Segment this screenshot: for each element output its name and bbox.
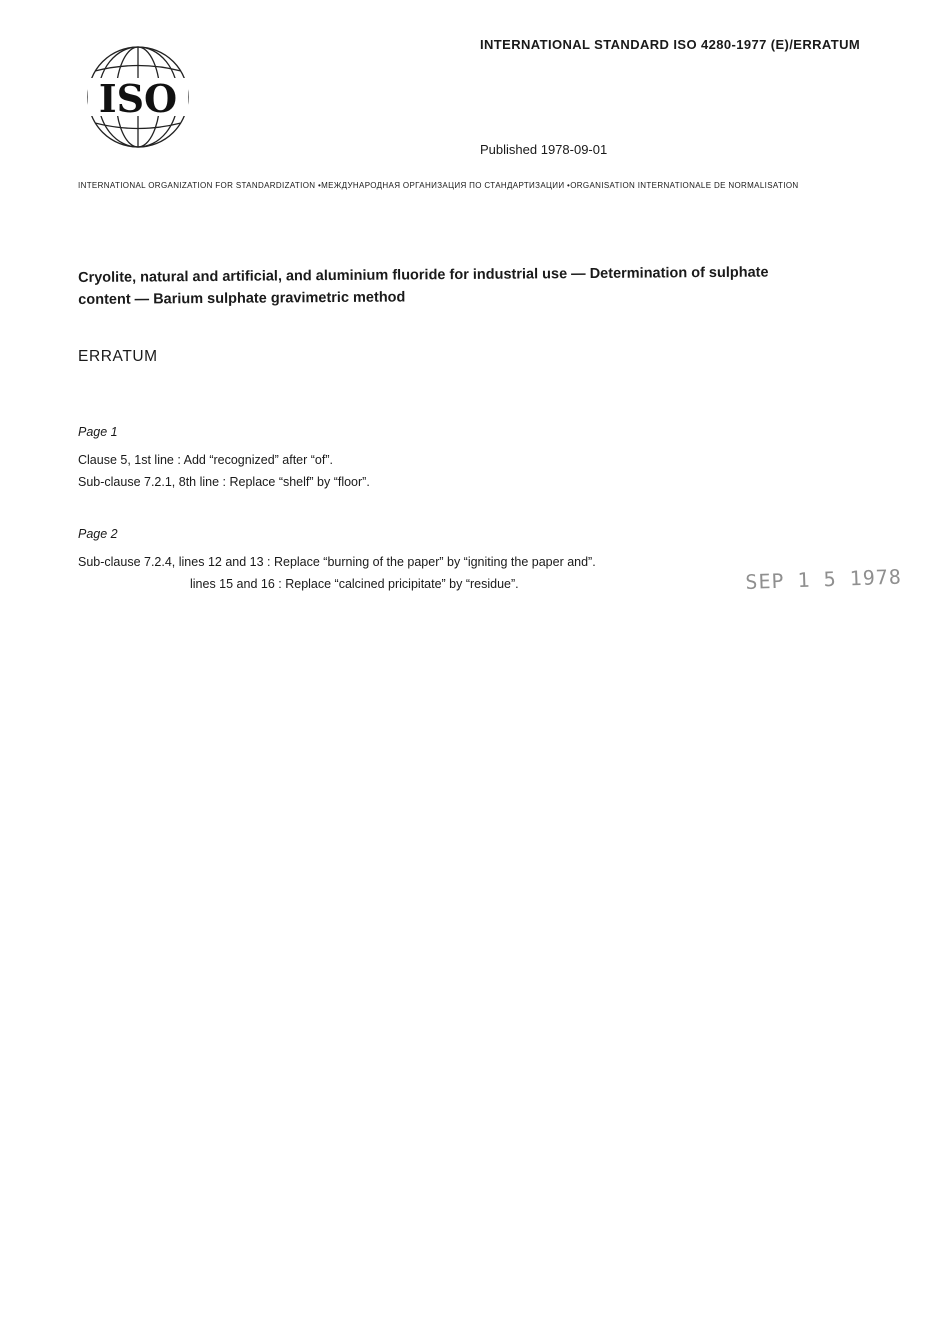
erratum-heading: ERRATUM [78,348,158,365]
date-stamp: SEP 1 5 1978 [745,564,903,594]
logo-text: ISO [98,76,178,121]
document-title-line-1: Cryolite, natural and artificial, and aluminium fluoride for industrial use — Determination of sulphate [78,264,769,286]
page-1-heading: Page 1 [78,425,118,439]
iso-logo [80,38,196,156]
organization-line: INTERNATIONAL ORGANIZATION FOR STANDARDIZATION •МЕЖДУНАРОДНАЯ ОРГАНИЗАЦИЯ ПО СТАНДАРТИЗАЦИИ •ORGANISATION INTERNATIONALE DE NORMALISATION [78,181,799,190]
correction-page2-line2: lines 15 and 16 : Replace “calcined pricipitate” by “residue”. [190,577,519,591]
correction-page2-line1: Sub-clause 7.2.4, lines 12 and 13 : Replace “burning of the paper” by “igniting the paper and”. [78,555,596,569]
published-date: Published 1978-09-01 [480,142,608,157]
standard-title: INTERNATIONAL STANDARD ISO 4280-1977 (E)/ERRATUM [480,37,861,52]
document-title [78,261,858,311]
correction-page1-line2: Sub-clause 7.2.1, 8th line : Replace “shelf” by “floor”. [78,475,370,489]
document-title-line-2: content — Barium sulphate gravimetric method [78,289,406,308]
page-2-heading: Page 2 [78,527,118,541]
correction-page1-line1: Clause 5, 1st line : Add “recognized” after “of”. [78,453,333,467]
